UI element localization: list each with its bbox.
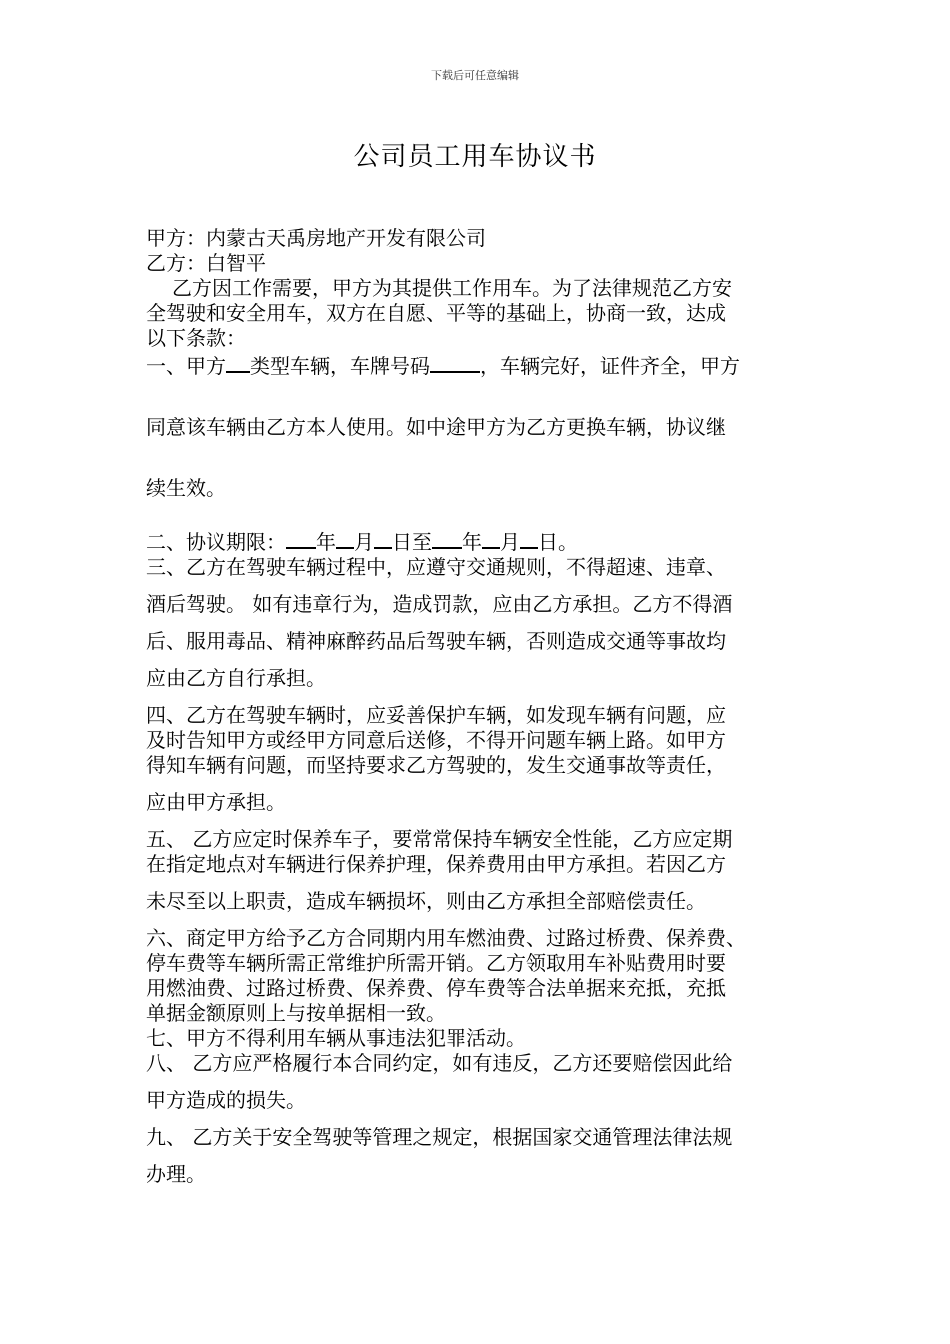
clause-6-line-1: 六、商定甲方给予乙方合同期内用车燃油费、过路过桥费、保养费、	[146, 926, 746, 950]
document-title: 公司员工用车协议书	[353, 142, 597, 172]
clause-4-line-4: 应由甲方承担。	[146, 790, 286, 814]
start-month-blank	[336, 527, 354, 549]
clause-1-line-1	[146, 351, 816, 379]
clause-2-year-label: 年	[316, 530, 336, 554]
party-b-line: 乙方：白智平	[146, 251, 266, 275]
intro-line-3: 以下条款：	[146, 326, 246, 350]
clause-6-line-3: 用燃油费、过路过桥费、保养费、停车费等合法单据来充抵，充抵	[146, 976, 726, 1000]
clause-1-text-b: 类型车辆，车牌号码	[250, 354, 430, 378]
header-note: 下载后可任意编辑	[431, 69, 519, 82]
clause-1-line-3: 续生效。	[146, 476, 226, 500]
clause-3-line-4: 应由乙方自行承担。	[146, 666, 326, 690]
party-a-line: 甲方：内蒙古天禹房地产开发有限公司	[146, 226, 486, 250]
start-year-blank	[286, 527, 316, 549]
clause-4-line-1: 四、乙方在驾驶车辆时，应妥善保护车辆，如发现车辆有问题，应	[146, 703, 726, 727]
clause-1-text-a: 一、甲方	[146, 354, 226, 378]
clause-7-line: 七、甲方不得利用车辆从事违法犯罪活动。	[146, 1026, 526, 1050]
end-day-blank	[520, 527, 538, 549]
intro-line-1: 乙方因工作需要，甲方为其提供工作用车。为了法律规范乙方安	[172, 276, 732, 300]
clause-2-text-a: 二、协议期限：	[146, 530, 286, 554]
clause-2-end-year-label: 年	[462, 530, 482, 554]
clause-6-line-4: 单据金额原则上与按单据相一致。	[146, 1001, 446, 1025]
clause-9-line-1: 九、 乙方关于安全驾驶等管理之规定，根据国家交通管理法律法规	[146, 1125, 733, 1149]
clause-5-line-1: 五、 乙方应定时保养车子，要常常保持车辆安全性能，乙方应定期	[146, 827, 733, 851]
clause-2-end-month-label: 月	[500, 530, 520, 554]
end-month-blank	[482, 527, 500, 549]
clause-3-line-3: 后、服用毒品、精神麻醉药品后驾驶车辆，否则造成交通等事故均	[146, 629, 726, 653]
start-day-blank	[374, 527, 392, 549]
agreement-body	[146, 226, 816, 1187]
clause-8-line-1: 八、 乙方应严格履行本合同约定，如有违反，乙方还要赔偿因此给	[146, 1051, 733, 1075]
clause-4-line-2: 及时告知甲方或经甲方同意后送修，不得开问题车辆上路。如甲方	[146, 728, 726, 752]
clause-2-line	[146, 527, 816, 555]
clause-6-line-2: 停车费等车辆所需正常维护所需开销。乙方领取用车补贴费用时要	[146, 951, 726, 975]
intro-line-2: 全驾驶和安全用车，双方在自愿、平等的基础上，协商一致，达成	[146, 301, 726, 325]
vehicle-type-blank	[226, 351, 250, 373]
clause-9-line-2: 办理。	[146, 1162, 206, 1186]
clause-1-line-2: 同意该车辆由乙方本人使用。如中途甲方为乙方更换车辆，协议继	[146, 415, 726, 439]
plate-number-blank	[430, 351, 480, 373]
end-year-blank	[432, 527, 462, 549]
clause-2-to-label: 日至	[392, 530, 432, 554]
clause-4-line-3: 得知车辆有问题，而坚持要求乙方驾驶的，发生交通事故等责任，	[146, 753, 726, 777]
clause-5-line-2: 在指定地点对车辆进行保养护理，保养费用由甲方承担。若因乙方	[146, 852, 726, 876]
clause-1-text-c: ，车辆完好，证件齐全，甲方	[480, 354, 740, 378]
clause-2-end-day-label: 日。	[538, 530, 578, 554]
clause-3-line-1: 三、乙方在驾驶车辆过程中，应遵守交通规则，不得超速、违章、	[146, 555, 726, 579]
clause-5-line-3: 未尽至以上职责，造成车辆损坏，则由乙方承担全部赔偿责任。	[146, 889, 706, 913]
clause-3-line-2: 酒后驾驶。 如有违章行为，造成罚款，应由乙方承担。乙方不得酒	[146, 592, 733, 616]
clause-2-month-label: 月	[354, 530, 374, 554]
clause-8-line-2: 甲方造成的损失。	[146, 1088, 306, 1112]
